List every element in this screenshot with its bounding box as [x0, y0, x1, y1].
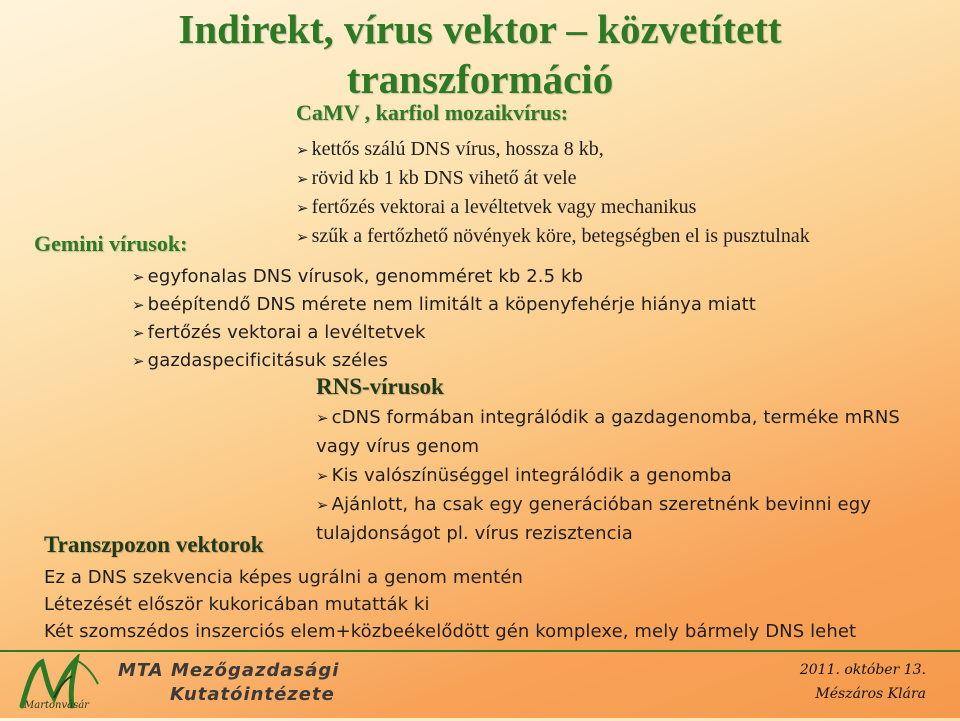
bullet-arrow-icon: ➢: [316, 496, 329, 514]
rns-heading: RNS-vírusok: [316, 374, 444, 399]
date-label: 2011. október 13.: [799, 662, 926, 678]
transposon-line: Ez a DNS szekvencia képes ugrálni a genom mentén: [44, 567, 524, 588]
bullet-arrow-icon: ➢: [132, 296, 145, 314]
rns-bullet: ➢ cDNS formában integrálódik a gazdagenomba, terméke mRNS: [316, 407, 900, 428]
gemini-bullet: ➢ egyfonalas DNS vírusok, genomméret kb 2.5 kb: [132, 266, 584, 287]
rns-bullet-continuation: tulajdonságot pl. vírus rezisztencia: [316, 523, 633, 544]
bullet-arrow-icon: ➢: [132, 352, 145, 370]
author-label: Mészáros Klára: [815, 686, 926, 702]
bullet-arrow-icon: ➢: [296, 141, 309, 159]
org-name-line-1: MTA Mezőgazdasági: [118, 660, 340, 681]
bullet-arrow-icon: ➢: [132, 324, 145, 342]
footer-divider: [0, 650, 960, 652]
camv-bullet: ➢ szűk a fertőzhető növények köre, betegségben el is pusztulnak: [296, 225, 810, 247]
transposon-line: Két szomszédos inszerciós elem+közbeékelődött gén komplexe, mely bármely DNS lehet: [44, 621, 857, 642]
bullet-arrow-icon: ➢: [316, 467, 329, 485]
bullet-arrow-icon: ➢: [316, 409, 329, 427]
gemini-bullet: ➢ fertőzés vektorai a levéltetvek: [132, 322, 426, 343]
transposon-heading: Transzpozon vektorok: [44, 532, 264, 557]
camv-heading: CaMV , karfiol mozaikvírus:: [296, 100, 569, 125]
bullet-arrow-icon: ➢: [296, 228, 309, 246]
rns-bullet-continuation: vagy vírus genom: [316, 436, 480, 457]
camv-bullet: ➢ kettős szálú DNS vírus, hossza 8 kb,: [296, 138, 604, 160]
rns-bullet: ➢ Ajánlott, ha csak egy generációban szeretnénk bevinni egy: [316, 494, 872, 515]
gemini-heading: Gemini vírusok:: [34, 231, 188, 256]
gemini-bullet: ➢ beépítendő DNS mérete nem limitált a köpenyfehérje hiánya miatt: [132, 294, 756, 315]
camv-bullet: ➢ fertőzés vektorai a levéltetvek vagy mechanikus: [296, 196, 697, 218]
bullet-arrow-icon: ➢: [132, 268, 145, 286]
gemini-bullet: ➢ gazdaspecificitásuk széles: [132, 350, 389, 371]
bullet-arrow-icon: ➢: [296, 170, 309, 188]
camv-bullet: ➢ rövid kb 1 kb DNS vihető át vele: [296, 167, 577, 189]
logo-icon: [14, 654, 114, 721]
bullet-arrow-icon: ➢: [296, 199, 309, 217]
transposon-line: Létezését először kukoricában mutatták ki: [44, 594, 430, 615]
logo-text: Martonvásár: [24, 700, 89, 711]
page-title-line-2: transzformáció: [346, 56, 614, 102]
rns-bullet: ➢ Kis valószínüséggel integrálódik a genomba: [316, 465, 732, 486]
org-name-line-2: Kutatóintézete: [170, 684, 335, 705]
page-title-line-1: Indirekt, vírus vektor – közvetített: [178, 6, 782, 52]
